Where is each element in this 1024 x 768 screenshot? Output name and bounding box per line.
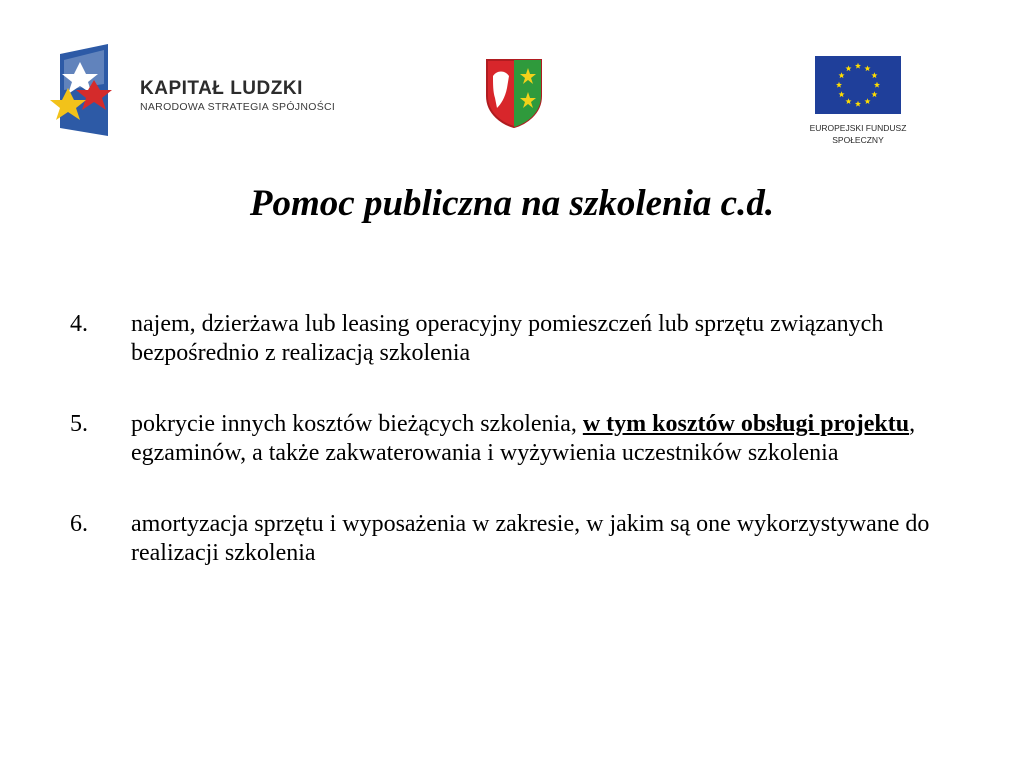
kapital-ludzki-logo-icon [50,44,138,140]
item-text-before: pokrycie innych kosztów bieżących szkolenia, [131,411,583,437]
list-item [70,310,950,368]
cost-list [70,310,950,610]
coat-of-arms-logo [485,58,543,128]
coat-of-arms-icon [485,58,543,128]
item-text: najem, dzierżawa lub leasing operacyjny pomieszczeń lub sprzętu związanych bezpośrednio z realizacją szkolenia [131,311,884,366]
eu-flag-icon [815,56,901,114]
slide-title: Pomoc publiczna na szkolenia c.d. [249,183,775,224]
item-text [131,410,950,468]
item-text-emphasis: w tym kosztów obsługi projektu [582,411,910,437]
item-text: amortyzacja sprzętu i wyposażenia w zakresie, w jakim są one wykorzystywane do realizacji szkolenia [131,511,930,566]
item-text-after: , egzaminów, a także zakwaterowania i wyżywienia uczestników szkolenia [131,411,916,466]
item-number: 6. [70,511,88,537]
eu-logo-text [800,122,916,146]
kapital-ludzki-logo [50,44,380,140]
eu-logo [800,56,916,156]
item-number: 4. [70,311,88,337]
eu-text-line1: EUROPEJSKI FUNDUSZ [809,123,907,133]
list-item [70,410,950,468]
list-item [70,510,950,568]
eu-text-line2: SPOŁECZNY [832,135,884,145]
logo-subtitle: NARODOWA STRATEGIA SPÓJNOŚCI [140,101,336,113]
logo-title: KAPITAŁ LUDZKI [140,78,303,99]
item-number: 5. [70,411,88,437]
